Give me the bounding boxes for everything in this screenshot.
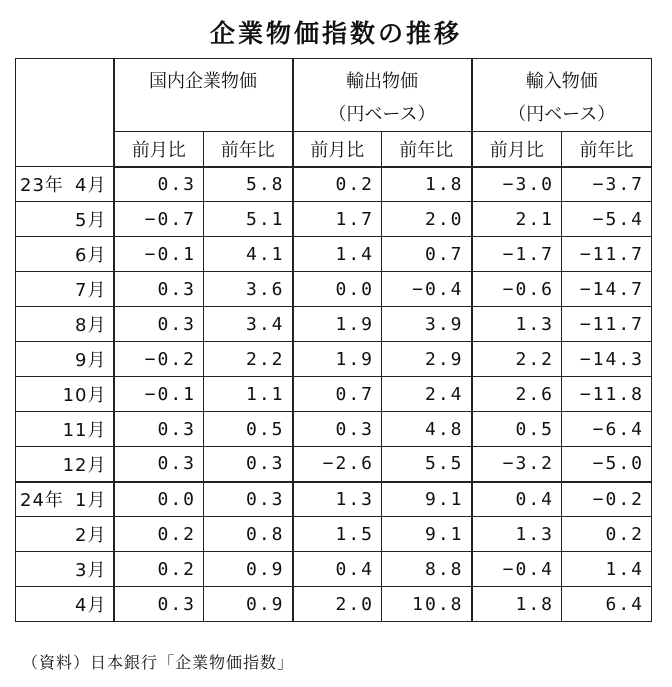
table-cell: 0.2 [562,517,652,552]
table-cell: 0.3 [114,272,204,307]
corner-cell [16,59,114,167]
table-cell: 1.8 [382,167,472,202]
table-cell: 1.3 [293,482,382,517]
table-cell: −5.0 [562,447,652,482]
table-cell: 0.9 [204,552,293,587]
table-cell: 0.3 [293,412,382,447]
row-label [16,447,114,482]
table-cell: −3.2 [472,447,562,482]
table-cell: 1.3 [472,307,562,342]
row-month: 10月 [62,385,107,406]
header-domestic-yoy: 前年比 [204,132,293,167]
table-cell: 2.4 [382,377,472,412]
price-index-table [15,58,652,622]
table-cell: 0.5 [204,412,293,447]
row-month: 5月 [75,210,107,231]
table-cell: 0.3 [114,307,204,342]
table-cell: 2.6 [472,377,562,412]
table-cell: −11.7 [562,237,652,272]
table-row [16,412,652,447]
table-cell: 3.9 [382,307,472,342]
row-month: 8月 [75,315,107,336]
row-month: 1月 [75,490,107,512]
table-cell: −0.4 [382,272,472,307]
table-cell: −0.2 [114,342,204,377]
table-cell: 1.9 [293,307,382,342]
table-cell: 0.3 [114,412,204,447]
row-label [16,552,114,587]
table-cell: 1.4 [293,237,382,272]
row-label [16,202,114,237]
row-month: 9月 [75,350,107,371]
table-cell: 5.8 [204,167,293,202]
table-cell: 0.7 [293,377,382,412]
table-cell: 0.3 [114,447,204,482]
table-cell: 0.3 [114,167,204,202]
table-cell: 2.0 [293,587,382,622]
row-label [16,237,114,272]
table-cell: −5.4 [562,202,652,237]
table-cell: 2.2 [204,342,293,377]
table-cell: 2.2 [472,342,562,377]
table-cell: −3.0 [472,167,562,202]
table-title: 企業物価指数の推移 [209,19,462,48]
table-row [16,482,652,517]
table-row [16,307,652,342]
table-cell: 2.0 [382,202,472,237]
table-cell: −0.7 [114,202,204,237]
table-cell: 1.5 [293,517,382,552]
table-cell: 1.4 [562,552,652,587]
row-label [16,342,114,377]
table-cell: 5.1 [204,202,293,237]
table-row [16,272,652,307]
header-domestic-label: 国内企業物価 [149,71,257,92]
table-row [16,342,652,377]
header-import-mom: 前月比 [472,132,562,167]
table-cell: 0.4 [472,482,562,517]
header-export [293,59,472,132]
table-cell: 1.9 [293,342,382,377]
table-cell: −11.8 [562,377,652,412]
table-cell: 0.3 [114,587,204,622]
header-domestic [114,59,293,132]
table-cell: 3.6 [204,272,293,307]
header-import-yoy: 前年比 [562,132,652,167]
table-cell: 0.0 [293,272,382,307]
header-export-line2: （円ベース） [328,104,436,125]
table-cell: 9.1 [382,482,472,517]
row-label [16,377,114,412]
table-cell: −1.7 [472,237,562,272]
table-cell: 0.7 [382,237,472,272]
table-cell: 2.9 [382,342,472,377]
row-label [16,517,114,552]
table-cell: −14.3 [562,342,652,377]
table-cell: 1.3 [472,517,562,552]
table-cell: 0.3 [204,447,293,482]
table-cell: −14.7 [562,272,652,307]
table-row [16,447,652,482]
header-domestic-mom: 前月比 [114,132,204,167]
header-import [472,59,652,132]
table-row [16,377,652,412]
table-cell: 1.1 [204,377,293,412]
table-cell: −0.2 [562,482,652,517]
row-month: 2月 [75,525,107,546]
table-cell: 1.7 [293,202,382,237]
row-label [16,482,114,517]
table-cell: −6.4 [562,412,652,447]
source-note: （資料）日本銀行「企業物価指数」 [22,653,295,672]
table-cell: −2.6 [293,447,382,482]
table-cell: −0.6 [472,272,562,307]
table-row [16,237,652,272]
table-row [16,517,652,552]
header-export-line1: 輸出物価 [346,71,418,92]
row-month: 4月 [75,595,107,616]
row-month: 4月 [75,175,107,196]
table-cell: 0.2 [114,552,204,587]
table-cell: 4.8 [382,412,472,447]
table-cell: −0.1 [114,377,204,412]
table-row [16,587,652,622]
table-cell: 0.2 [293,167,382,202]
row-month: 11月 [62,420,107,441]
table-cell: 0.4 [293,552,382,587]
table-cell: 0.0 [114,482,204,517]
row-month: 7月 [75,280,107,301]
table-cell: −3.7 [562,167,652,202]
table-row [16,167,652,202]
table-cell: 3.4 [204,307,293,342]
table-cell: 9.1 [382,517,472,552]
table-cell: 10.8 [382,587,472,622]
table-cell: 1.8 [472,587,562,622]
table-cell: 4.1 [204,237,293,272]
row-month: 3月 [75,560,107,581]
table-cell: 5.5 [382,447,472,482]
row-label [16,587,114,622]
row-label [16,307,114,342]
row-label [16,167,114,202]
header-import-line2: （円ベース） [508,104,616,125]
row-label [16,412,114,447]
row-year: 24年 [20,490,64,512]
table-cell: 2.1 [472,202,562,237]
table-cell: −11.7 [562,307,652,342]
table-cell: 6.4 [562,587,652,622]
header-import-line1: 輸入物価 [525,71,598,92]
table-cell: −0.1 [114,237,204,272]
header-export-yoy: 前年比 [382,132,472,167]
table-cell: 0.2 [114,517,204,552]
header-group-row [16,59,652,132]
table-cell: 0.9 [204,587,293,622]
table-row [16,552,652,587]
table-cell: 0.3 [204,482,293,517]
row-month: 12月 [62,454,107,476]
row-label [16,272,114,307]
header-export-mom: 前月比 [293,132,382,167]
table-cell: 8.8 [382,552,472,587]
row-year: 23年 [20,175,64,196]
table-cell: 0.8 [204,517,293,552]
table-cell: 0.5 [472,412,562,447]
table-row [16,202,652,237]
table-cell: −0.4 [472,552,562,587]
row-month: 6月 [75,245,107,266]
